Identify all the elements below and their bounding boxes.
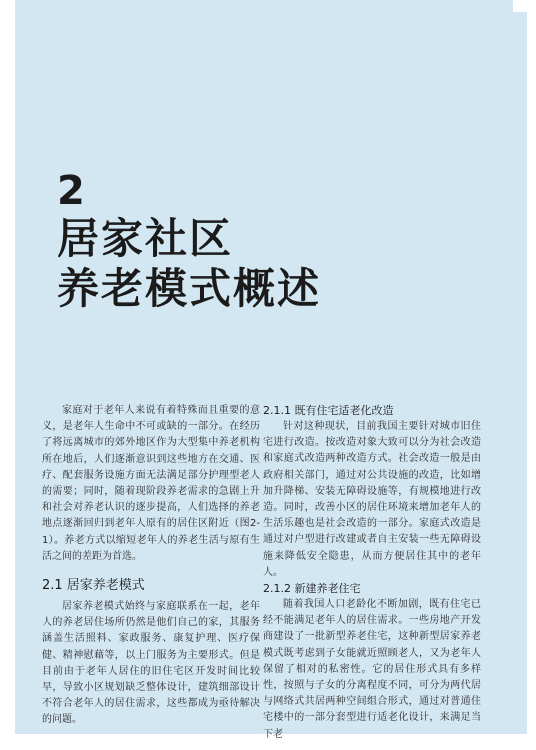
chapter-title-line-2: 养老模式概述 bbox=[57, 264, 322, 313]
subsection-1-paragraph: 针对这种现状，目前我国主要针对城市旧住宅进行改造。按改造对象大致可以分为社会改造和家庭式改造两种改造方式。社会改造一般是由政府相关部门，通过对公共设施的改造，比如增加升降梯、安装无障碍设施等，有规模地进行改造。同时，改善小区的居住环境来增加老年人的生活乐趣也是社会改造的一部分。家庭式改造是通过对户型进行改建或者自主安装一些无障碍设施来降低安全隐患，从而方便居住其中的老年人。 bbox=[263, 421, 481, 578]
subsection-2-heading: 2.1.2 新建养老住宅 bbox=[263, 582, 361, 596]
chapter-title bbox=[57, 214, 321, 314]
subsection-2-paragraph: 随着我国人口老龄化不断加剧，既有住宅已经不能满足老年人的居住需求。一些房地产开发商建设了一批新型养老住宅，这种新型居家养老模式既考虑到子女能就近照顾老人，又为老年人保留了相对的私密性。它的居住形式具有多样性，按照与子女的分离程度不同，可分为两代居与网络式共居两种空间组合形式，通过对普通住宅楼中的一部分套型进行适老化设计，来满足当下老 bbox=[263, 599, 481, 740]
intro-paragraph: 家庭对于老年人来说有着特殊而且重要的意义，是老年人生命中不可或缺的一部分。在经历了将远离城市的郊外地区作为大型集中养老机构所在地后，人们逐渐意识到这些地方在交通、医疗、配套服务设施方面无法满足部分护理型老人的需要；同时，随着现阶段养老需求的急剧上升和社会对养老认识的逐步提高，人们选择的养老地点逐渐回归到老年人原有的居住区附近（图2-1）。养老方式以缩短老年人的养老生活与原有生活之间的差距为首选。 bbox=[42, 405, 260, 562]
chapter-number: 2 bbox=[57, 168, 85, 214]
left-column bbox=[42, 403, 260, 729]
page-corner-tab bbox=[513, 0, 527, 12]
right-column bbox=[263, 403, 481, 743]
subsection-1-heading: 2.1.1 既有住宅适老化改造 bbox=[263, 404, 394, 417]
section-paragraph: 居家养老模式始终与家庭联系在一起，老年人的养老居住场所仍然是他们自己的家，其服务涵盖生活照料、家政服务、康复护理、医疗保健、精神慰藉等，以上门服务为主要形式。但是目前由于老年人居住的旧住宅区开发时间比较早，导致小区规划缺乏整体设计，建筑细部设计不符合老年人的居住需求，这些都成为亟待解决的问题。 bbox=[42, 601, 260, 726]
section-heading: 2.1 居家养老模式 bbox=[42, 578, 145, 594]
chapter-title-line-1: 居家社区 bbox=[57, 214, 234, 263]
